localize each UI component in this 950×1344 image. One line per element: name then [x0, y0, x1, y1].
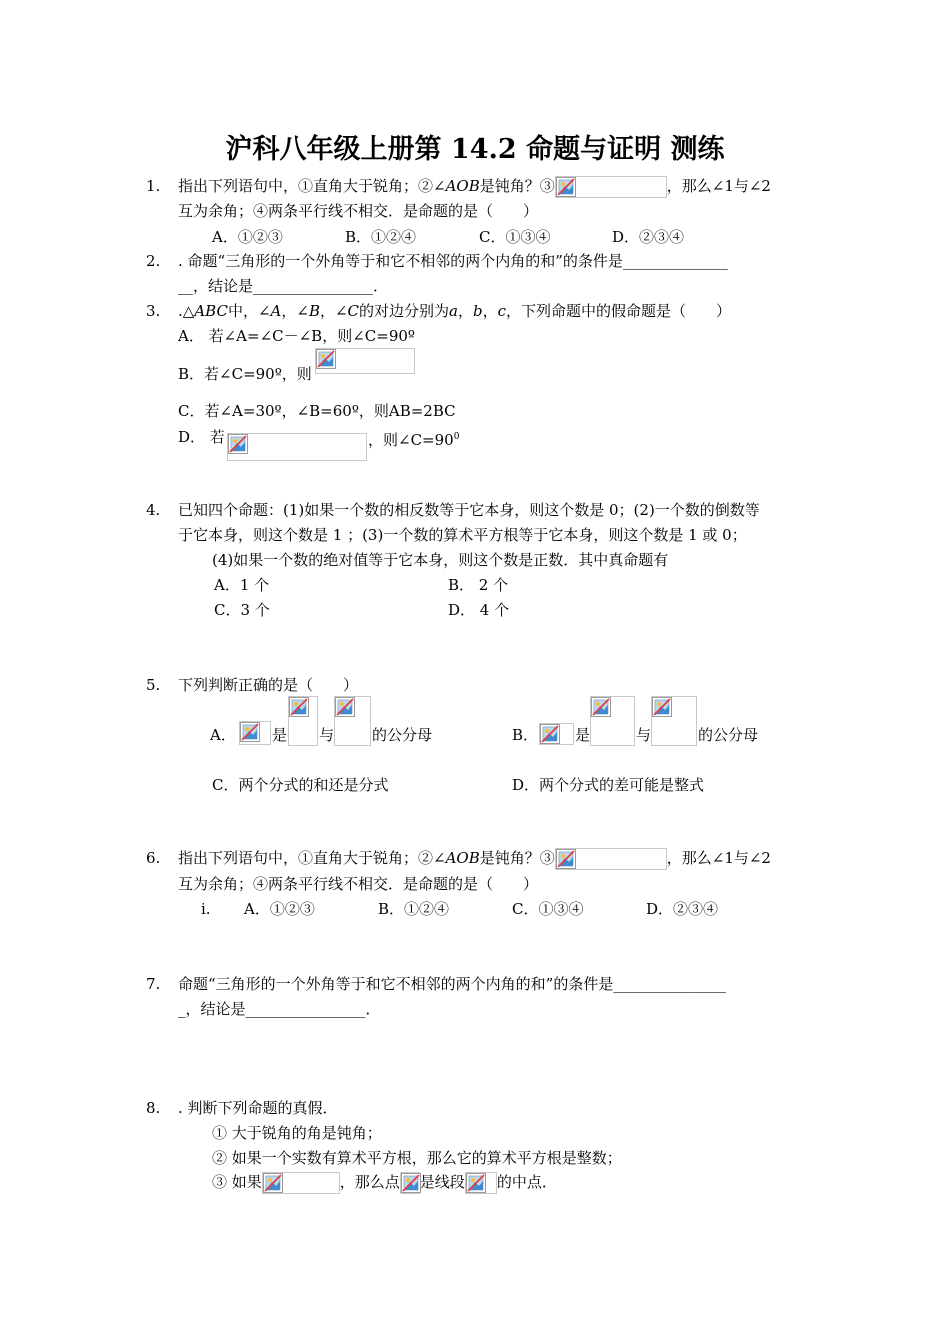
broken-image-icon [590, 696, 635, 746]
broken-image-icon [227, 433, 367, 461]
option-d-tail [368, 427, 459, 450]
option-d: D．②③④ [646, 900, 719, 918]
option-a: A．①②③ [244, 900, 315, 918]
question-line: 于它本身，则这个数是 1 ；(3)一个数的算术平方根等于它本身，则这个数是 1 或 0； [178, 526, 747, 544]
text: ，∠ [319, 302, 348, 320]
question-line [178, 848, 771, 870]
question-line: 互为余角；④两条平行线不相交．是命题的是（ ） [178, 875, 539, 893]
option-d: D．②③④ [612, 228, 685, 246]
question-line: 已知四个命题：(1)如果一个数的相反数等于它本身，则这个数是 0；(2)一个数的倒数等 [178, 501, 760, 519]
text: 是 [272, 726, 288, 744]
question-line: (4)如果一个数的绝对值等于它本身，则这个数是正数．其中真命题有 [212, 551, 669, 569]
option-c: C．3 个 [214, 601, 270, 619]
text: B [308, 302, 320, 320]
text: c [497, 302, 507, 320]
broken-image-icon [555, 176, 667, 198]
question-number: 5. [146, 676, 161, 694]
text: 0 [453, 432, 460, 442]
option-b-label: B． [512, 726, 539, 744]
question-number: 8. [146, 1099, 161, 1117]
text: a [449, 302, 458, 320]
page-title: 沪科八年级上册第 14.2 命题与证明 测练 [225, 134, 725, 165]
text: 是线段 [419, 1173, 465, 1191]
text: 是钝角？③ [479, 849, 555, 867]
question-stem: . 判断下列命题的真假． [178, 1099, 338, 1117]
text: 指出下列语句中，①直角大于锐角；②∠ [178, 849, 446, 867]
option-c: C．两个分式的和还是分式 [212, 776, 389, 794]
text: ，则∠C=90 [368, 431, 454, 449]
broken-image-icon [465, 1172, 497, 1194]
question-number: 7. [146, 975, 161, 993]
text: b [473, 302, 483, 320]
option-d [178, 427, 225, 447]
text: D． 若 [178, 428, 225, 446]
statement-2: ② 如果一个实数有算术平方根，那么它的算术平方根是整数； [212, 1149, 622, 1167]
question-line: 命题“三角形的一个外角等于和它不相邻的两个内角的和”的条件是_______________ [178, 975, 726, 993]
text: ，那么点 [339, 1173, 400, 1191]
option-a: A．①②③ [212, 228, 283, 246]
question-line: _，结论是________________． [178, 1000, 381, 1018]
text: 与 [319, 726, 335, 744]
broken-image-icon [651, 696, 697, 746]
sub-number: i. [201, 900, 211, 918]
option-b: B．①②④ [378, 900, 450, 918]
text: ， [458, 302, 474, 320]
text: AOB [445, 177, 480, 195]
option-a: A．1 个 [214, 576, 270, 594]
text: ， [482, 302, 498, 320]
broken-image-icon [315, 348, 415, 374]
text: .△ [178, 302, 195, 320]
text: A [270, 302, 282, 320]
option-c: C．①③④ [479, 228, 551, 246]
broken-image-icon [334, 696, 371, 746]
text: 与 [636, 726, 652, 744]
option-d: D．两个分式的差可能是整式 [512, 776, 705, 794]
statement-1: ① 大于锐角的角是钝角； [212, 1124, 382, 1142]
text: ，下列命题中的假命题是（ ） [506, 302, 732, 320]
text: 的公分母 [372, 726, 433, 744]
text: 的公分母 [698, 726, 759, 744]
question-number: 4. [146, 501, 161, 519]
option-a: A． 若∠A=∠C－∠B，则∠C=90º [178, 327, 415, 345]
question-stem [178, 301, 731, 321]
option-c: C．①③④ [512, 900, 584, 918]
option-b: B．①②④ [345, 228, 417, 246]
broken-image-icon [262, 1172, 340, 1194]
text: 是钝角？③ [479, 177, 555, 195]
broken-image-icon [555, 848, 667, 870]
text: 的中点． [496, 1173, 557, 1191]
question-line [178, 176, 771, 198]
text: 是 [575, 726, 591, 744]
question-number: 3. [146, 302, 161, 320]
text: C [347, 302, 360, 320]
question-line: . 命题“三角形的一个外角等于和它不相邻的两个内角的和”的条件是______________ [178, 252, 728, 270]
text: 中，∠ [227, 302, 271, 320]
text: 指出下列语句中，①直角大于锐角；②∠ [178, 177, 446, 195]
broken-image-icon [239, 721, 271, 745]
text: ，那么∠1与∠2 [666, 177, 771, 195]
question-number: 1. [146, 177, 161, 195]
question-stem: 下列判断正确的是（ ） [178, 676, 359, 694]
broken-image-icon [539, 723, 574, 745]
option-d: D． 4 个 [448, 601, 510, 619]
option-c: C．若∠A=30º，∠B=60º，则AB=2BC [178, 402, 456, 420]
question-line: 互为余角；④两条平行线不相交．是命题的是（ ） [178, 202, 539, 220]
option-a-label: A． [210, 726, 236, 744]
question-line: __，结论是________________． [178, 277, 389, 295]
broken-image-icon [288, 696, 318, 746]
question-number: 2. [146, 252, 161, 270]
text: ，那么∠1与∠2 [666, 849, 771, 867]
option-b: B．若∠C=90º，则 [178, 365, 312, 383]
text: AOB [445, 849, 480, 867]
option-b: B． 2 个 [448, 576, 509, 594]
text: ③ 如果 [212, 1173, 262, 1191]
text: ABC [194, 302, 228, 320]
broken-image-icon [400, 1172, 420, 1194]
text: ，∠ [281, 302, 309, 320]
question-number: 6. [146, 849, 161, 867]
statement-3 [212, 1172, 557, 1194]
text: 的对边分别为 [359, 302, 450, 320]
